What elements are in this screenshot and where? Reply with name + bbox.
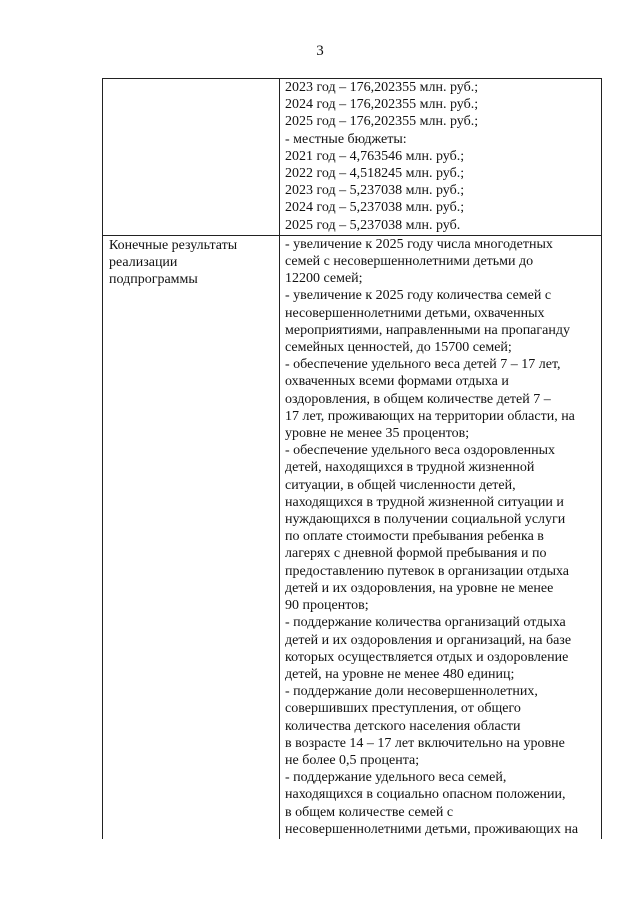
- result-line: не более 0,5 процента;: [285, 752, 420, 768]
- result-line: количества детского населения области: [285, 718, 521, 734]
- row-label-line: реализации: [109, 255, 178, 271]
- result-line: - обеспечение удельного веса детей 7 – 17 лет,: [285, 357, 561, 373]
- result-line: уровне не менее 35 процентов;: [285, 426, 470, 442]
- subprogram-passport-table: [102, 78, 602, 839]
- table-row-final-results: [103, 235, 602, 839]
- result-line: находящихся в социально опасном положении,: [285, 787, 566, 803]
- row-label-line: подпрограммы: [109, 272, 198, 288]
- result-line: семейных ценностей, до 15700 семей;: [285, 340, 512, 356]
- row-label-cell: [103, 79, 280, 236]
- result-line: мероприятиями, направленными на пропаганду: [285, 322, 570, 338]
- result-line: которых осуществляется отдых и оздоровление: [285, 649, 569, 665]
- funding-line: 2021 год – 4,763546 млн. руб.;: [285, 148, 465, 164]
- funding-line: - местные бюджеты:: [285, 131, 407, 147]
- result-line: в возрасте 14 – 17 лет включительно на уровне: [285, 735, 565, 751]
- row-label-line: Конечные результаты: [109, 237, 238, 253]
- result-line: детей, находящихся в трудной жизненной: [285, 460, 535, 476]
- result-line: несовершеннолетними детьми, проживающих на: [285, 821, 579, 837]
- result-line: семей с несовершеннолетними детьми до: [285, 254, 534, 270]
- result-line: детей и их оздоровления и организаций, на базе: [285, 632, 572, 648]
- result-line: ситуации, в общей численности детей,: [285, 477, 516, 493]
- result-line: 12200 семей;: [285, 271, 363, 287]
- result-line: - поддержание доли несовершеннолетних,: [285, 684, 538, 700]
- result-line: предоставлению путевок в организации отдыха: [285, 563, 569, 579]
- result-line: детей, на уровне не менее 480 единиц;: [285, 666, 515, 682]
- result-line: несовершеннолетними детьми, охваченных: [285, 305, 545, 321]
- funding-line: 2024 год – 5,237038 млн. руб.;: [285, 200, 465, 216]
- funding-line: 2022 год – 4,518245 млн. руб.;: [285, 166, 465, 182]
- funding-line: 2025 год – 5,237038 млн. руб.: [285, 217, 461, 233]
- result-line: лагерях с дневной формой пребывания и по: [285, 546, 547, 562]
- result-line: - поддержание удельного веса семей,: [285, 770, 507, 786]
- result-line: оздоровления, в общем количестве детей 7 –: [285, 391, 551, 407]
- result-line: нуждающихся в получении социальной услуги: [285, 512, 566, 528]
- result-line: - увеличение к 2025 году числа многодетных: [285, 236, 553, 252]
- result-line: находящихся в трудной жизненной ситуации и: [285, 494, 564, 510]
- result-line: 90 процентов;: [285, 598, 369, 614]
- result-line: в общем количестве семей с: [285, 804, 454, 820]
- row-content-cell: [280, 79, 602, 236]
- row-label-cell: [103, 235, 280, 839]
- result-line: детей и их оздоровления, на уровне не менее: [285, 580, 554, 596]
- table-row-funding-continuation: [103, 79, 602, 236]
- result-line: - увеличение к 2025 году количества семей с: [285, 288, 552, 304]
- result-line: совершивших преступления, от общего: [285, 701, 521, 717]
- funding-line: 2025 год – 176,202355 млн. руб.;: [285, 114, 479, 130]
- funding-line: 2024 год – 176,202355 млн. руб.;: [285, 97, 479, 113]
- funding-line: 2023 год – 176,202355 млн. руб.;: [285, 80, 479, 95]
- funding-line: 2023 год – 5,237038 млн. руб.;: [285, 183, 465, 199]
- row-content-cell: [280, 235, 602, 839]
- result-line: по оплате стоимости пребывания ребенка в: [285, 529, 544, 545]
- result-line: - поддержание количества организаций отдыха: [285, 615, 566, 631]
- page-number: 3: [316, 43, 324, 59]
- result-line: - обеспечение удельного веса оздоровленных: [285, 443, 556, 459]
- result-line: охваченных всеми формами отдыха и: [285, 374, 509, 390]
- result-line: 17 лет, проживающих на территории области, на: [285, 408, 575, 424]
